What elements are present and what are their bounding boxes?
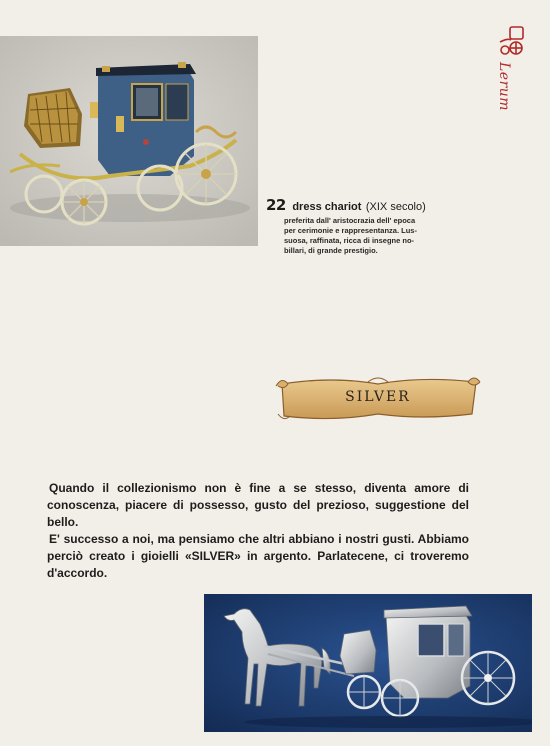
item-period: (XIX secolo) [365, 201, 426, 213]
body-paragraph: Quando il collezionismo non è fine a se stesso, diventa amore di conoscenza, piacere di possesso, gusto del prezioso, suggestione del bello. [47, 481, 469, 529]
item-description-line: per cerimonie e rappresentanza. Lus- [284, 226, 417, 235]
silver-horse-carriage-photo-icon [204, 594, 532, 732]
item-description-line: preferita dall' aristocrazia dell' epoca [284, 216, 416, 225]
silver-banner [272, 374, 484, 424]
dress-chariot-model-photo-icon [0, 36, 258, 246]
silver-carriage-photo [204, 594, 532, 732]
banner-label: SILVER [345, 389, 411, 405]
item-caption [266, 196, 446, 256]
brand-name: Lerum [496, 62, 512, 112]
dress-chariot-photo [0, 36, 258, 246]
body-text [47, 480, 469, 582]
item-description-line: billari, di grande prestigio. [284, 246, 378, 255]
item-description-line: suosa, raffinata, ricca di insegne no- [284, 236, 415, 245]
item-description [284, 216, 446, 256]
item-number: 22 [266, 196, 286, 214]
carriage-icon [498, 24, 528, 58]
brand-mark [494, 24, 534, 144]
item-name: dress chariot [292, 201, 362, 213]
body-paragraph: E' successo a noi, ma pensiamo che altri abbiano i nostri gusti. Abbiamo perciò creato i gioielli «SILVER» in argento. Parlatecene, ci troveremo d'accordo. [47, 532, 469, 580]
item-heading [266, 196, 446, 215]
